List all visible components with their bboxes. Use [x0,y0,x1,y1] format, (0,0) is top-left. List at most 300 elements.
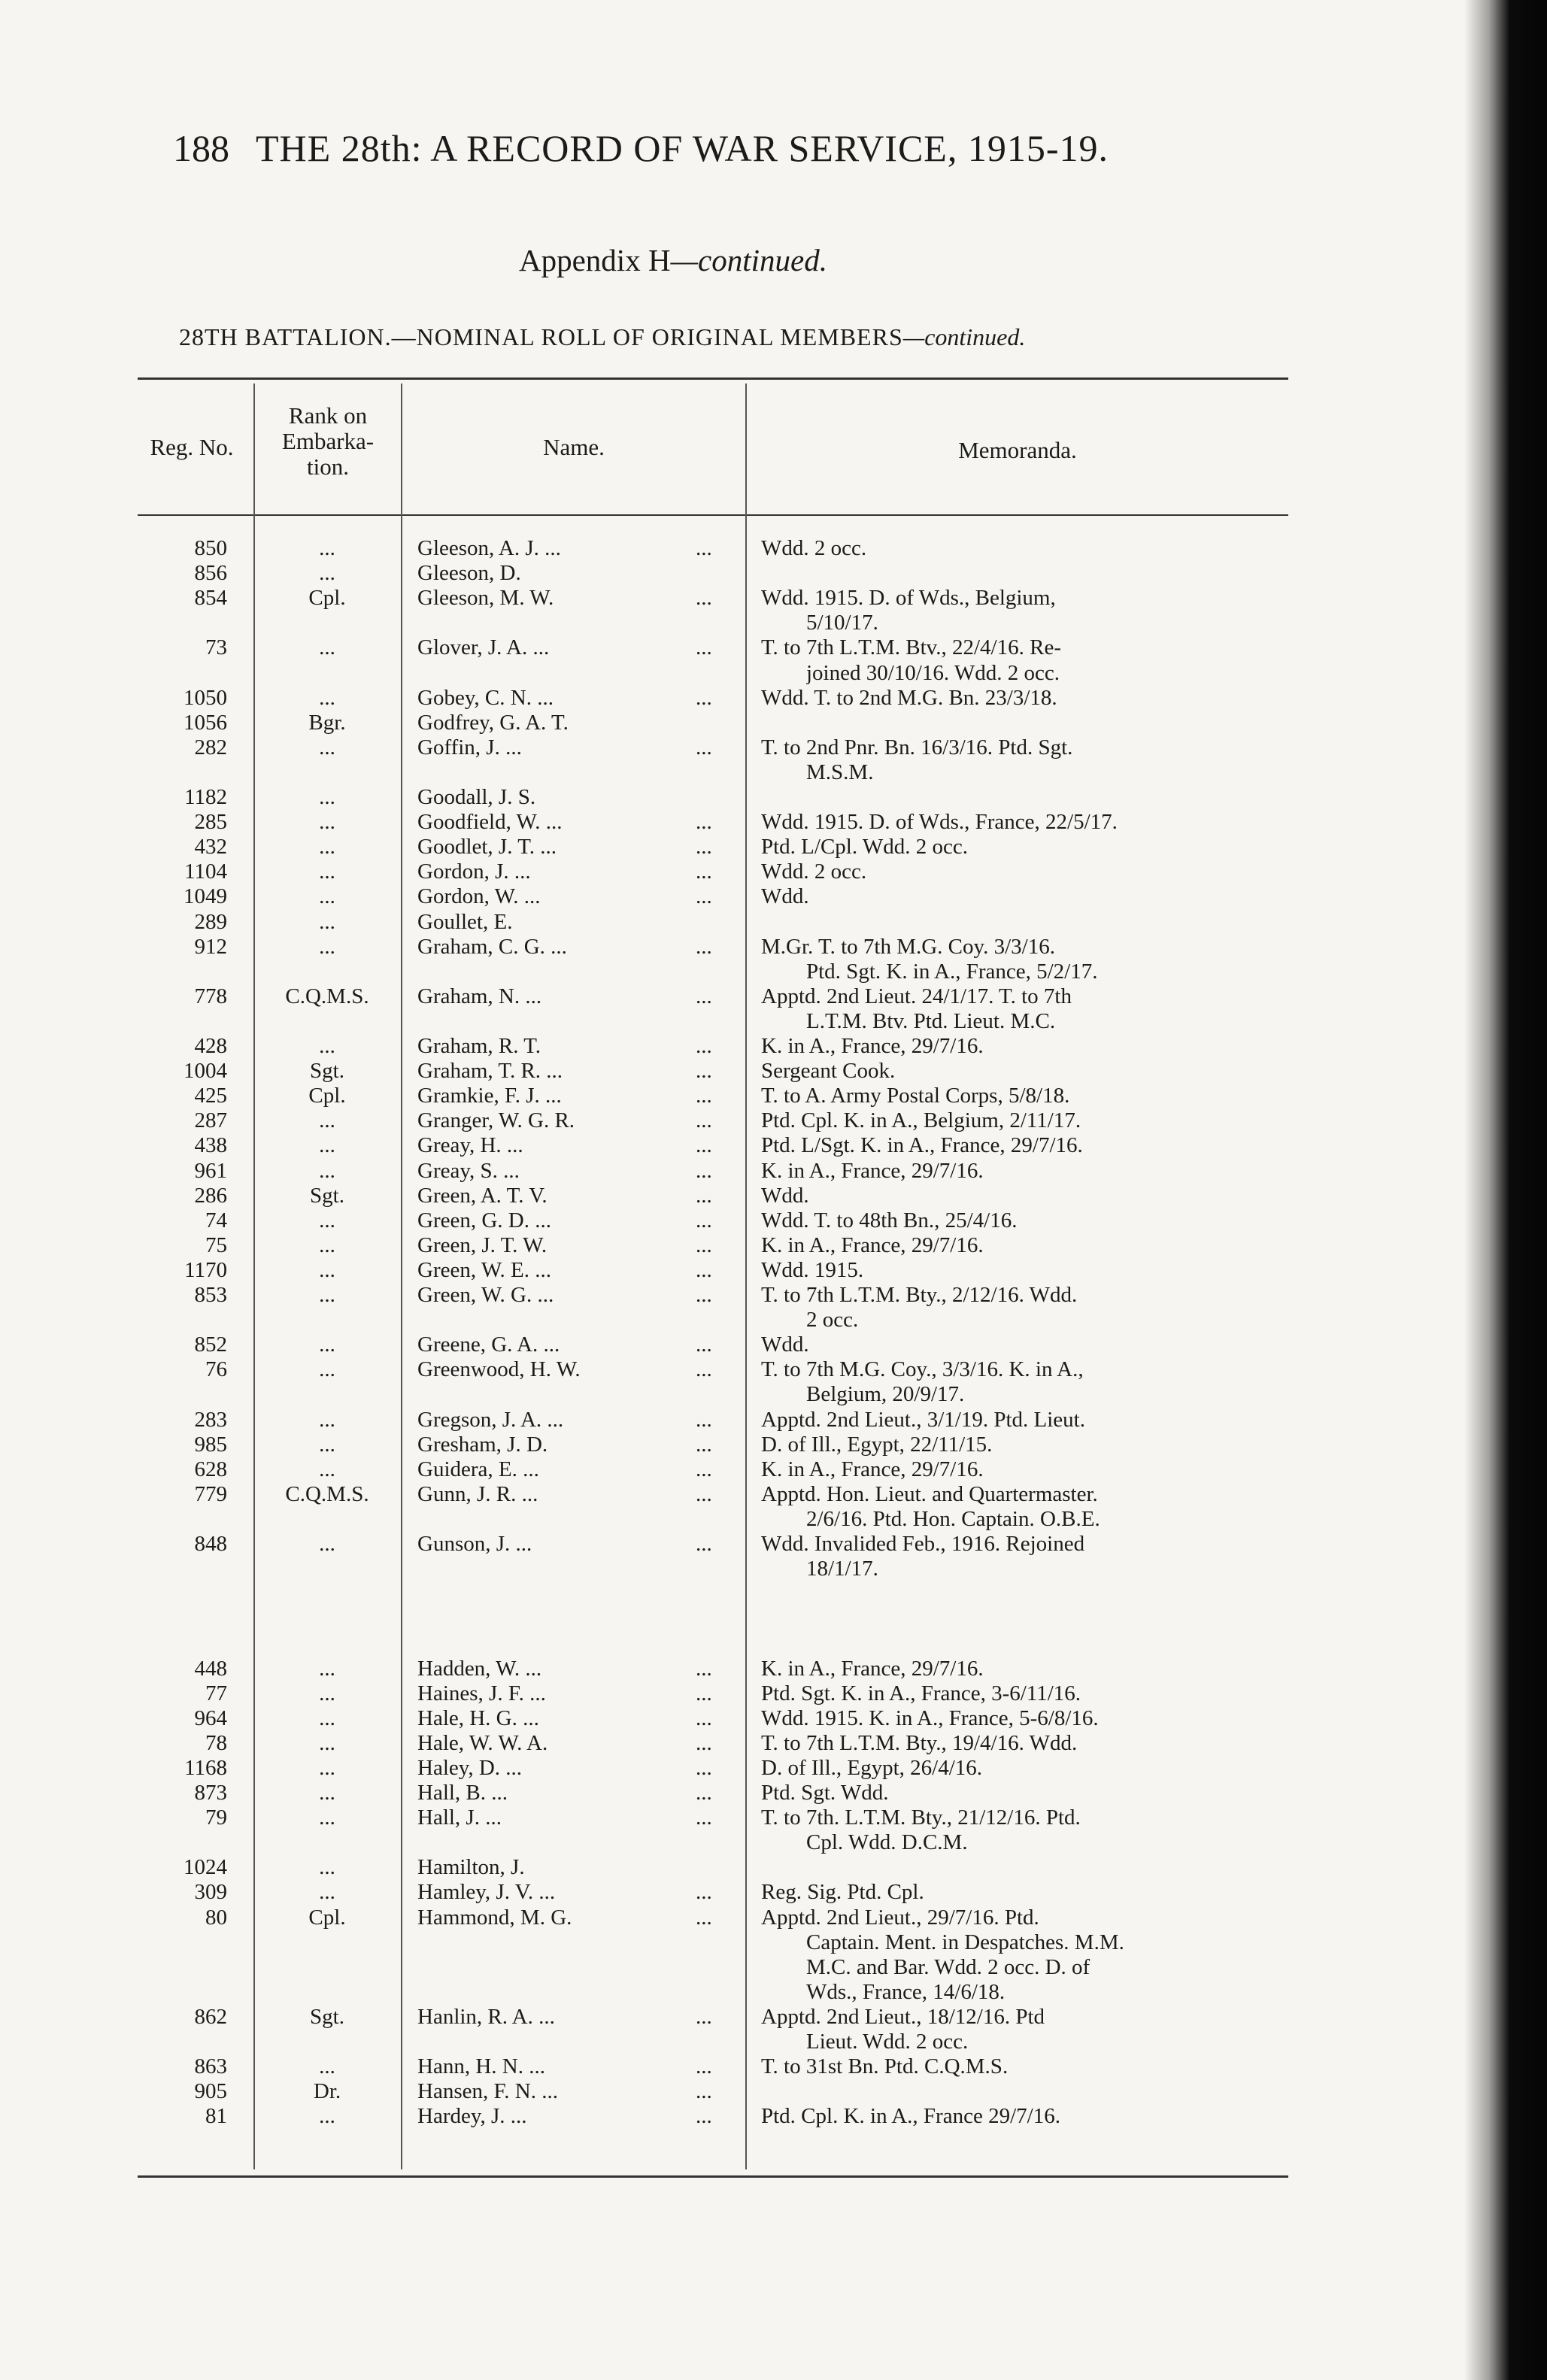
reg-no-cell: 1170 [184,1257,227,1282]
rank-cell: ... [319,1656,335,1681]
leader-dots: ... [696,1532,712,1556]
roll-entry-row [0,1880,1316,1905]
name-cell: Hale, W. W. A. [417,1730,548,1755]
roll-entry-row [0,1084,1316,1108]
memoranda-cell: Wdd. [761,1183,809,1208]
page-header [173,126,1301,179]
roll-entry-row [0,1108,1316,1133]
table-top-rule [138,377,1288,380]
reg-no-cell: 985 [194,1432,227,1457]
name-cell: Gleeson, A. J. ... [417,536,561,560]
name-cell: Gramkie, F. J. ... [417,1084,562,1108]
name-cell: Hamley, J. V. ... [417,1880,556,1905]
rank-cell: ... [319,909,335,934]
memoranda-cell: Wdd. T. to 48th Bn., 25/4/16. [761,1208,1018,1232]
name-cell: Gregson, J. A. ... [417,1407,564,1432]
reg-no-cell: 853 [194,1283,227,1307]
memoranda-cell: K. in A., France, 29/7/16. [761,1232,984,1257]
roll-heading-text: 28TH BATTALION.—NOMINAL ROLL OF ORIGINAL MEMBERS [179,323,903,350]
table-bottom-rule [138,2175,1288,2178]
name-cell: Hanlin, R. A. ... [417,2004,555,2029]
rank-cell: ... [319,1407,335,1432]
rank-cell: ... [319,1432,335,1457]
roll-entry-continuation [0,1382,1316,1407]
roll-entry-row [0,1681,1316,1706]
rank-cell: ... [319,934,335,959]
roll-entry-row [0,1706,1316,1731]
rank-cell: Sgt. [310,1183,344,1208]
reg-no-cell: 78 [205,1730,227,1755]
name-cell: Green, W. E. ... [417,1257,551,1282]
roll-entry-row [0,1657,1316,1681]
memoranda-cell: K. in A., France, 29/7/16. [761,1158,984,1183]
reg-no-cell: 287 [194,1108,227,1133]
rank-cell: Cpl. [308,586,346,611]
memoranda-cell: Wdd. T. to 2nd M.G. Bn. 23/3/18. [761,685,1057,710]
rank-cell: ... [319,1730,335,1755]
leader-dots: ... [696,1880,712,1905]
leader-dots: ... [696,1432,712,1457]
memoranda-cell: Apptd. 2nd Lieut., 3/1/19. Ptd. Lieut. [761,1407,1085,1432]
column-header-rank-line-2: Embarka- [281,428,375,454]
rank-cell: ... [319,860,335,884]
name-cell: Haines, J. F. ... [417,1681,546,1705]
reg-no-cell: 862 [194,2004,227,2029]
memoranda-cell: T. to 7th L.T.M. Bty., 19/4/16. Wdd. [761,1730,1078,1755]
rank-cell: ... [319,1357,335,1382]
roll-heading-suffix: —continued. [902,323,1026,350]
rank-cell: ... [319,561,335,586]
reg-no-cell: 779 [194,1481,227,1506]
roll-entry-row [0,686,1316,711]
roll-entry-row [0,1731,1316,1756]
name-cell: Hadden, W. ... [417,1656,542,1681]
name-cell: Gobey, C. N. ... [417,685,554,710]
table-header-rule [138,514,1288,516]
roll-entry-row [0,2054,1316,2079]
memoranda-cell: T. to 2nd Pnr. Bn. 16/3/16. Ptd. Sgt. [761,735,1073,759]
reg-no-cell: 1104 [184,860,227,884]
rank-cell: ... [319,785,335,809]
leader-dots: ... [696,1656,712,1681]
reg-no-cell: 285 [194,810,227,835]
roll-entry-row [0,1332,1316,1357]
column-header-reg-no: Reg. No. [150,434,234,460]
memoranda-cell: Ptd. L/Cpl. Wdd. 2 occ. [761,835,968,860]
rank-cell: ... [319,2054,335,2079]
memoranda-cell: Wdd. 1915. D. of Wds., Belgium, [761,586,1056,611]
name-cell: Greay, S. ... [417,1158,520,1183]
roll-entry-row [0,785,1316,810]
rank-cell: ... [319,1283,335,1307]
memoranda-cell: Ptd. Cpl. K. in A., Belgium, 2/11/17. [761,1108,1081,1133]
roll-entry-row [0,910,1316,935]
memoranda-cell: Apptd. 2nd Lieut., 18/12/16. Ptd [761,2004,1045,2029]
roll-entry-row [0,735,1316,760]
leader-dots: ... [696,635,712,660]
name-cell: Haley, D. ... [417,1755,523,1780]
roll-entry-row [0,1532,1316,1557]
leader-dots: ... [696,1755,712,1780]
roll-entry-continuation [0,1557,1316,1581]
rank-cell: Bgr. [308,710,346,735]
rank-cell: ... [319,1208,335,1232]
memoranda-cell: Ptd. Sgt. Wdd. [761,1781,889,1805]
roll-entry-row [0,1159,1316,1184]
leader-dots: ... [696,1183,712,1208]
memoranda-cell: M.C. and Bar. Wdd. 2 occ. D. of [806,1954,1090,1979]
roll-entry-row [0,635,1316,660]
name-cell: Goodlet, J. T. ... [417,835,557,860]
name-cell: Gleeson, D. [417,561,521,586]
rank-cell: C.Q.M.S. [285,984,369,1008]
memoranda-cell: Wds., France, 14/6/18. [806,1979,1006,2004]
roll-entry-row [0,1457,1316,1482]
name-cell: Hann, H. N. ... [417,2054,545,2079]
name-cell: Green, A. T. V. [417,1183,548,1208]
reg-no-cell: 873 [194,1781,227,1805]
memoranda-cell: K. in A., France, 29/7/16. [761,1034,984,1058]
reg-no-cell: 848 [194,1532,227,1556]
reg-no-cell: 1056 [184,710,227,735]
name-cell: Green, W. G. ... [417,1283,554,1307]
reg-no-cell: 428 [194,1034,227,1058]
name-cell: Greay, H. ... [417,1133,523,1158]
name-cell: Graham, T. R. ... [417,1059,563,1084]
reg-no-cell: 309 [194,1880,227,1905]
roll-heading [179,323,1025,351]
memoranda-cell: Ptd. L/Sgt. K. in A., France, 29/7/16. [761,1133,1083,1158]
memoranda-cell: 2/6/16. Ptd. Hon. Captain. O.B.E. [806,1506,1100,1531]
memoranda-cell: Wdd. 1915. D. of Wds., France, 22/5/17. [761,810,1118,835]
leader-dots: ... [696,1232,712,1257]
name-cell: Gleeson, M. W. [417,586,554,611]
rank-cell: Sgt. [310,2004,344,2029]
column-header-rank-line-1: Rank on [288,402,368,429]
memoranda-cell: Wdd. [761,884,809,909]
rank-cell: C.Q.M.S. [285,1481,369,1506]
rank-cell: ... [319,1755,335,1780]
leader-dots: ... [696,810,712,835]
reg-no-cell: 1050 [184,685,227,710]
leader-dots: ... [696,1681,712,1705]
roll-entry-row [0,1133,1316,1158]
rank-cell: ... [319,1805,335,1830]
memoranda-cell: Wdd. [761,1332,809,1357]
reg-no-cell: 438 [194,1133,227,1158]
column-header-rank [256,403,400,480]
rank-cell: ... [319,1158,335,1183]
reg-no-cell: 863 [194,2054,227,2079]
roll-entry-row [0,2005,1316,2030]
reg-no-cell: 1004 [184,1059,227,1084]
name-cell: Graham, N. ... [417,984,542,1008]
memoranda-cell: T. to A. Army Postal Corps, 5/8/18. [761,1084,1070,1108]
leader-dots: ... [696,1257,712,1282]
rank-cell: Cpl. [308,1905,346,1930]
rank-cell: ... [319,1257,335,1282]
appendix-label: Appendix H [519,243,671,277]
roll-entry-row [0,536,1316,561]
roll-entry-row [0,1283,1316,1308]
reg-no-cell: 79 [205,1805,227,1830]
column-header-rank-line-3: tion. [307,453,349,480]
reg-no-cell: 1182 [184,785,227,809]
roll-entry-row [0,1258,1316,1283]
leader-dots: ... [696,2104,712,2129]
roll-entry-row [0,1408,1316,1433]
leader-dots: ... [696,860,712,884]
appendix-suffix: —continued. [670,243,827,277]
roll-entry-row [0,2079,1316,2104]
roll-entry-row [0,1034,1316,1059]
rank-cell: Dr. [313,2079,341,2104]
roll-entry-continuation [0,960,1316,984]
memoranda-cell: 5/10/17. [806,611,878,635]
rank-cell: ... [319,1532,335,1556]
roll-entry-continuation [0,1507,1316,1532]
rank-cell: ... [319,835,335,860]
name-cell: Hammond, M. G. [417,1905,572,1930]
memoranda-cell: Apptd. 2nd Lieut. 24/1/17. T. to 7th [761,984,1072,1008]
roll-entry-continuation [0,1980,1316,2005]
memoranda-cell: Reg. Sig. Ptd. Cpl. [761,1880,924,1905]
roll-entry-row [0,1805,1316,1830]
leader-dots: ... [696,536,712,560]
roll-entry-row [0,1482,1316,1507]
leader-dots: ... [696,1805,712,1830]
appendix-title [519,242,827,278]
roll-entry-continuation [0,611,1316,635]
column-header-name: Name. [543,434,605,460]
name-cell: Hale, H. G. ... [417,1705,539,1730]
memoranda-cell: Wdd. 2 occ. [761,536,867,560]
name-cell: Green, G. D. ... [417,1208,551,1232]
name-cell: Glover, J. A. ... [417,635,550,660]
roll-entry-row [0,561,1316,586]
rank-cell: ... [319,1781,335,1805]
leader-dots: ... [696,1781,712,1805]
leader-dots: ... [696,884,712,909]
memoranda-cell: Wdd. 1915. K. in A., France, 5-6/8/16. [761,1705,1099,1730]
leader-dots: ... [696,2079,712,2104]
roll-entry-row [0,1357,1316,1382]
reg-no-cell: 289 [194,909,227,934]
memoranda-cell: M.S.M. [806,759,874,784]
name-cell: Graham, R. T. [417,1034,541,1058]
rank-cell: ... [319,1133,335,1158]
leader-dots: ... [696,1332,712,1357]
name-cell: Green, J. T. W. [417,1232,548,1257]
name-cell: Goodall, J. S. [417,785,536,809]
name-cell: Gresham, J. D. [417,1432,548,1457]
reg-no-cell: 282 [194,735,227,759]
rank-cell: ... [319,884,335,909]
leader-dots: ... [696,685,712,710]
roll-entry-row [0,884,1316,909]
reg-no-cell: 74 [205,1208,227,1232]
reg-no-cell: 778 [194,984,227,1008]
roll-entry-row [0,1781,1316,1805]
name-cell: Hansen, F. N. ... [417,2079,558,2104]
rank-cell: Sgt. [310,1059,344,1084]
reg-no-cell: 73 [205,635,227,660]
name-cell: Guidera, E. ... [417,1457,539,1481]
memoranda-cell: L.T.M. Btv. Ptd. Lieut. M.C. [806,1008,1056,1033]
name-cell: Hall, J. ... [417,1805,502,1830]
leader-dots: ... [696,1084,712,1108]
rank-cell: ... [319,1457,335,1481]
reg-no-cell: 912 [194,934,227,959]
memoranda-cell: 2 occ. [806,1308,859,1332]
memoranda-cell: Wdd. Invalided Feb., 1916. Rejoined [761,1532,1085,1556]
name-cell: Godfrey, G. A. T. [417,710,569,735]
leader-dots: ... [696,1905,712,1930]
rank-cell: ... [319,635,335,660]
memoranda-cell: Sergeant Cook. [761,1059,896,1084]
leader-dots: ... [696,934,712,959]
memoranda-cell: Apptd. Hon. Lieut. and Quartermaster. [761,1481,1098,1506]
roll-entry-continuation [0,1930,1316,1955]
reg-no-cell: 286 [194,1183,227,1208]
roll-entry-row [0,835,1316,860]
reg-no-cell: 432 [194,835,227,860]
memoranda-cell: T. to 7th. L.T.M. Bty., 21/12/16. Ptd. [761,1805,1081,1830]
roll-entry-row [0,586,1316,611]
reg-no-cell: 77 [205,1681,227,1705]
memoranda-cell: K. in A., France, 29/7/16. [761,1656,984,1681]
roll-entry-row [0,984,1316,1009]
leader-dots: ... [696,1059,712,1084]
leader-dots: ... [696,1283,712,1307]
name-cell: Goffin, J. ... [417,735,522,759]
reg-no-cell: 852 [194,1332,227,1357]
rank-cell: ... [319,2104,335,2129]
memoranda-cell: T. to 7th L.T.M. Btv., 22/4/16. Re- [761,635,1061,660]
roll-entry-continuation [0,1830,1316,1855]
rank-cell: ... [319,810,335,835]
leader-dots: ... [696,2004,712,2029]
rank-cell: ... [319,1332,335,1357]
memoranda-cell: Wdd. 1915. [761,1257,864,1282]
reg-no-cell: 1168 [184,1755,227,1780]
page-number: 188 [173,127,229,169]
name-cell: Greenwood, H. W. [417,1357,581,1382]
memoranda-cell: Ptd. Sgt. K. in A., France, 5/2/17. [806,959,1098,984]
name-cell: Gunn, J. R. ... [417,1481,538,1506]
name-cell: Greene, G. A. ... [417,1332,560,1357]
roll-entry-continuation [0,1308,1316,1332]
reg-no-cell: 1024 [184,1855,227,1880]
roll-entry-continuation [0,1955,1316,1980]
reg-no-cell: 850 [194,536,227,560]
rank-cell: ... [319,1034,335,1058]
name-cell: Gordon, J. ... [417,860,531,884]
reg-no-cell: 856 [194,561,227,586]
leader-dots: ... [696,1357,712,1382]
reg-no-cell: 905 [194,2079,227,2104]
leader-dots: ... [696,835,712,860]
rank-cell: ... [319,1855,335,1880]
rank-cell: ... [319,1705,335,1730]
leader-dots: ... [696,984,712,1008]
leader-dots: ... [696,1705,712,1730]
leader-dots: ... [696,1407,712,1432]
reg-no-cell: 628 [194,1457,227,1481]
name-cell: Goullet, E. [417,909,513,934]
memoranda-cell: T. to 7th L.T.M. Bty., 2/12/16. Wdd. [761,1283,1078,1307]
leader-dots: ... [696,2054,712,2079]
leader-dots: ... [696,1481,712,1506]
reg-no-cell: 964 [194,1705,227,1730]
roll-entry-continuation [0,1009,1316,1034]
rank-cell: ... [319,1108,335,1133]
reg-no-cell: 283 [194,1407,227,1432]
memoranda-cell: T. to 7th M.G. Coy., 3/3/16. K. in A., [761,1357,1084,1382]
reg-no-cell: 854 [194,586,227,611]
name-cell: Gordon, W. ... [417,884,541,909]
memoranda-cell: Captain. Ment. in Despatches. M.M. [806,1930,1124,1954]
roll-entry-row [0,2104,1316,2129]
reg-no-cell: 75 [205,1232,227,1257]
roll-entry-continuation [0,2030,1316,2054]
rank-cell: ... [319,536,335,560]
reg-no-cell: 81 [205,2104,227,2129]
memoranda-cell: 18/1/17. [806,1557,878,1581]
column-header-memoranda: Memoranda. [958,437,1077,463]
name-cell: Hall, B. ... [417,1781,508,1805]
leader-dots: ... [696,1730,712,1755]
roll-entry-row [0,1233,1316,1258]
rank-cell: ... [319,735,335,759]
leader-dots: ... [696,1208,712,1232]
leader-dots: ... [696,1158,712,1183]
roll-entry-row [0,810,1316,835]
roll-entry-row [0,711,1316,735]
name-cell: Graham, C. G. ... [417,934,567,959]
rank-cell: Cpl. [308,1084,346,1108]
roll-entry-row [0,1059,1316,1084]
memoranda-cell: Wdd. 2 occ. [761,860,867,884]
memoranda-cell: Cpl. Wdd. D.C.M. [806,1830,968,1855]
page-edge-shadow [1464,0,1547,2380]
memoranda-cell: D. of Ill., Egypt, 26/4/16. [761,1755,983,1780]
rank-cell: ... [319,685,335,710]
roll-entry-row [0,1855,1316,1880]
leader-dots: ... [696,735,712,759]
leader-dots: ... [696,1108,712,1133]
name-cell: Hamilton, J. [417,1855,525,1880]
roll-entry-row [0,1756,1316,1781]
reg-no-cell: 80 [205,1905,227,1930]
reg-no-cell: 961 [194,1158,227,1183]
roll-entry-row [0,1906,1316,1930]
roll-entry-row [0,1184,1316,1208]
memoranda-cell: Belgium, 20/9/17. [806,1382,965,1407]
roll-entry-row [0,860,1316,884]
reg-no-cell: 425 [194,1084,227,1108]
reg-no-cell: 448 [194,1656,227,1681]
reg-no-cell: 1049 [184,884,227,909]
memoranda-cell: Apptd. 2nd Lieut., 29/7/16. Ptd. [761,1905,1039,1930]
leader-dots: ... [696,1034,712,1058]
memoranda-cell: Lieut. Wdd. 2 occ. [806,2030,969,2054]
roll-entry-continuation [0,661,1316,686]
roll-entry-row [0,935,1316,960]
roll-entry-row [0,1208,1316,1233]
roll-entry-continuation [0,760,1316,785]
leader-dots: ... [696,1457,712,1481]
